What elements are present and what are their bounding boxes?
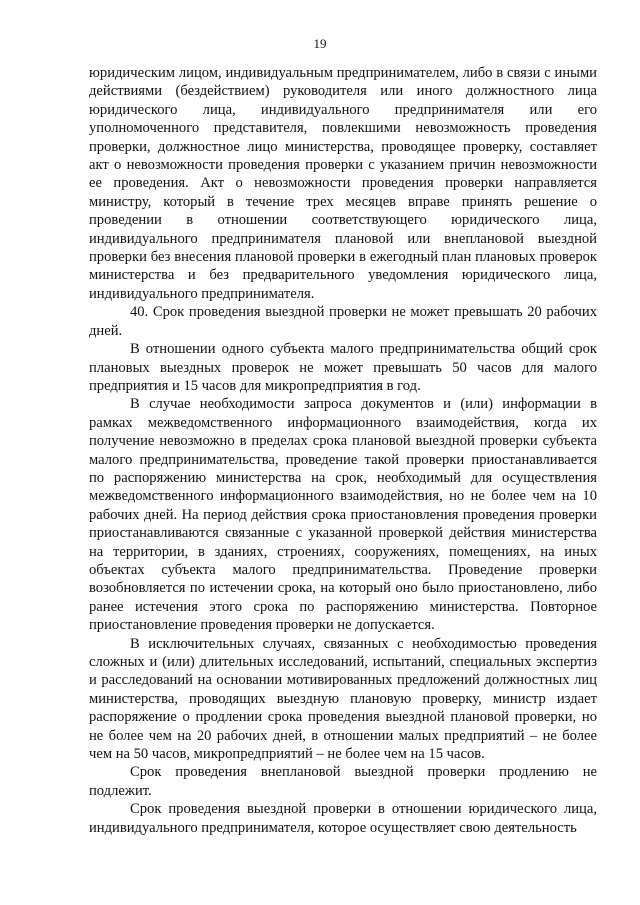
paragraph-suspension: В случае необходимости запроса документов и (или) информации в рамках межведомственного информационного взаимодействия, когда их получение невозможно в пределах срока плановой выездной проверки субъекта малого предпринимательства, проведение такой проверки приостанавливается по распоряжению министерства на срок, необходимый для осуществления межведомственного информационного взаимодействия, но не более чем на 10 рабочих дней. На период действия срока приостановления проведения проверки приостанавливаются связанные с указанной проверкой действия министерства на территории, в зданиях, строениях, сооружениях, помещениях, на иных объектах субъекта малого предпринимательства. Проведение проверки возобновляется по истечении срока, на который оно было приостановлено, либо ранее истечения этого срока по распоряжению министерства. Повторное приостановление проведения проверки не допускается. [89,396,597,634]
paragraph-extension: В исключительных случаях, связанных с необходимостью проведения сложных и (или) длительных исследований, испытаний, специальных экспертиз и расследований на основании мотивированных предложений должностных лиц министерства, проводящих выездную плановую проверку, министр издает распоряжение о продлении срока проведения выездной плановой проверки, но не более чем на 20 рабочих дней, в отношении малых предприятий – не более чем на 50 часов, микропредприятий – не более чем на 15 часов. [89,635,597,763]
page-number: 19 [313,36,327,51]
paragraph-activity-locations: Срок проведения выездной проверки в отношении юридического лица, индивидуального предпринимателя, которое осуществляет свою деятельность [89,801,597,836]
paragraph-small-business-limit: В отношении одного субъекта малого предпринимательства общий срок плановых выездных проверок не может превышать 50 часов для малого предприятия и 15 часов для микропредприятия в год. [89,341,597,394]
paragraph-continuation: юридическим лицом, индивидуальным предпринимателем, либо в связи с иными действиями (бездействием) руководителя или иного должностного лица юридического лица, индивидуального предпринимателя или его уполномоченного представителя, повлекшими невозможность проведения проверки, должностное лицо министерства, проводящее проверку, составляет акт о невозможности проведения проверки с указанием причин невозможности ее проведения. Акт о невозможности проведения проверки направляется министру, который в течение трех месяцев вправе принять решение о проведении в отношении соответствующего юридического лица, индивидуального предпринимателя плановой или внеплановой выездной проверки без внесения плановой проверки в ежегодный план плановых проверок министерства и без предварительного уведомления юридического лица, индивидуального предпринимателя. [89,65,597,302]
paragraph-unscheduled-no-extension: Срок проведения внеплановой выездной проверки продлению не подлежит. [89,764,597,799]
document-body [89,64,597,837]
paragraph-item-40: 40. Срок проведения выездной проверки не может превышать 20 рабочих дней. [89,304,597,339]
